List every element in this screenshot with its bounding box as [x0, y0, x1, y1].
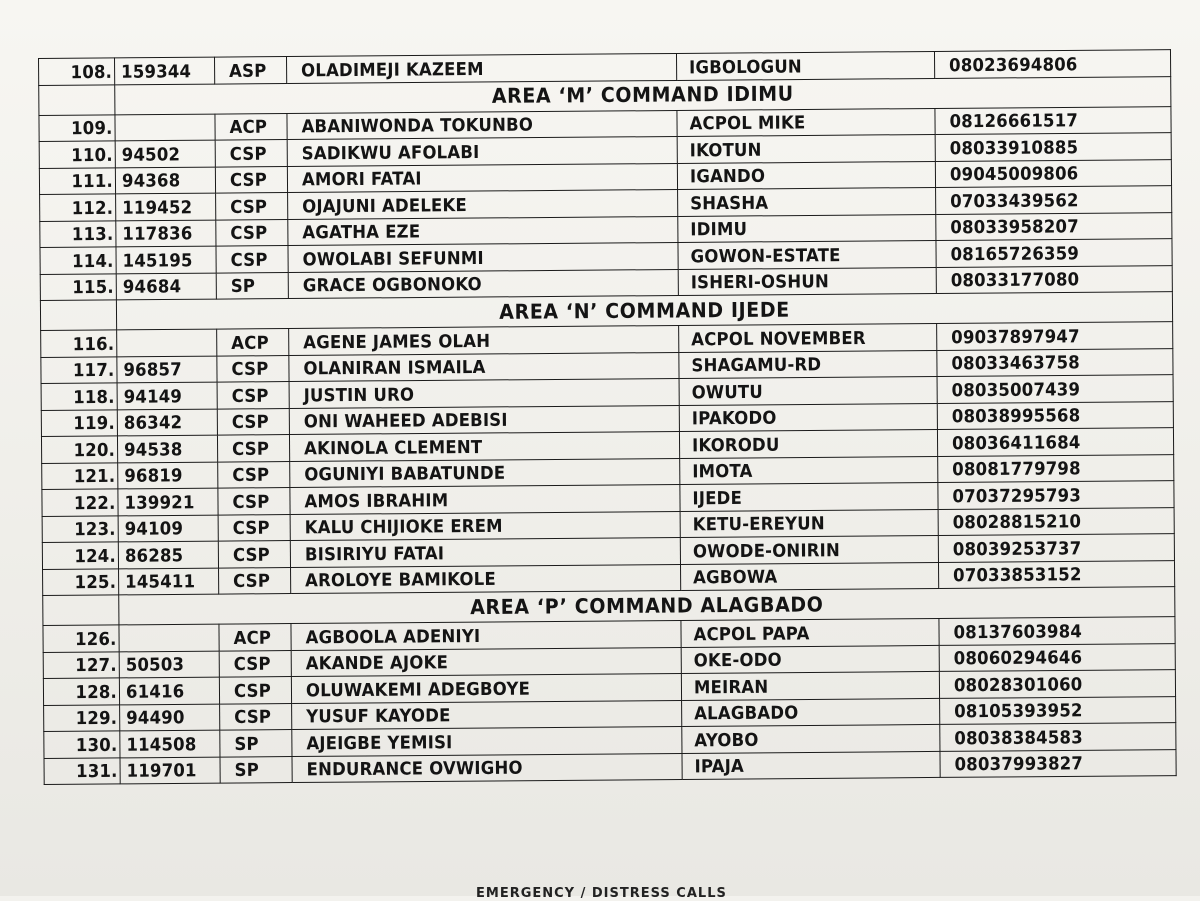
service-number-cell: 61416: [119, 676, 219, 705]
rank-cell: CSP: [217, 433, 289, 462]
phone-number-cell: 09045009806: [935, 158, 1171, 188]
phone-number-cell: 08036411684: [937, 427, 1173, 457]
rank-cell: CSP: [215, 138, 287, 167]
phone-number-cell: 08038384583: [940, 722, 1176, 752]
officer-name-cell: AROLOYE BAMIKOLE: [290, 563, 680, 595]
location-cell: IKORODU: [679, 428, 937, 459]
rank-cell: CSP: [217, 407, 289, 436]
officer-name-cell: AKINOLA CLEMENT: [289, 430, 679, 462]
phone-number-cell: 08033463758: [937, 347, 1173, 377]
officer-name-cell: JUSTIN URO: [289, 377, 679, 409]
officer-name-cell: AMOS IBRAHIM: [290, 483, 680, 515]
serial-number-cell: 122.: [42, 488, 118, 517]
serial-number-cell: 118.: [41, 382, 117, 411]
section-heading: AREA ‘N’ COMMAND IJEDE: [116, 290, 1172, 331]
rank-cell: SP: [220, 728, 292, 757]
rank-cell: SP: [216, 271, 288, 300]
footer-caption: EMERGENCY / DISTRESS CALLS: [476, 886, 727, 901]
serial-number-cell: 121.: [42, 461, 118, 490]
phone-number-cell: 08137603984: [939, 616, 1175, 646]
serial-number-cell: 124.: [42, 541, 118, 570]
service-number-cell: [119, 623, 219, 652]
phone-number-cell: 07037295793: [938, 480, 1174, 510]
serial-number-cell: 114.: [40, 246, 116, 275]
officer-name-cell: GRACE OGBONOKO: [288, 268, 678, 300]
serial-number-cell: 116.: [41, 329, 117, 358]
location-cell: MEIRAN: [681, 670, 939, 701]
serial-number-cell: 109.: [39, 113, 115, 142]
location-cell: ISHERI-OSHUN: [678, 266, 936, 297]
service-number-cell: 94538: [117, 434, 217, 463]
officer-name-cell: AMORI FATAI: [287, 162, 677, 194]
rank-cell: CSP: [218, 566, 290, 595]
phone-number-cell: 08033910885: [935, 132, 1171, 162]
location-cell: OWODE-ONIRIN: [680, 534, 938, 565]
serial-number-cell: 123.: [42, 514, 118, 543]
serial-number-cell: 125.: [43, 567, 119, 596]
serial-number-cell: 130.: [44, 730, 120, 759]
officer-name-cell: SADIKWU AFOLABI: [287, 135, 677, 167]
officer-name-cell: OJAJUNI ADELEKE: [288, 188, 678, 220]
phone-number-cell: 07033853152: [938, 559, 1174, 589]
phone-number-cell: 08126661517: [935, 105, 1171, 135]
heading-spacer-cell: [39, 83, 115, 116]
serial-number-cell: 113.: [40, 219, 116, 248]
location-cell: AYOBO: [682, 723, 940, 754]
rank-cell: CSP: [216, 191, 288, 220]
rank-cell: ASP: [214, 55, 286, 84]
location-cell: IPAJA: [682, 750, 940, 781]
rank-cell: CSP: [216, 244, 288, 273]
rank-cell: CSP: [216, 218, 288, 247]
rank-cell: CSP: [219, 675, 291, 704]
location-cell: SHAGAMU-RD: [679, 349, 937, 380]
officer-name-cell: BISIRIYU FATAI: [290, 536, 680, 568]
phone-number-cell: 08037993827: [940, 748, 1176, 778]
serial-number-cell: 108.: [38, 57, 114, 86]
officer-name-cell: AGENE JAMES OLAH: [289, 324, 679, 356]
serial-number-cell: 112.: [40, 193, 116, 222]
service-number-cell: 94149: [117, 381, 217, 410]
serial-number-cell: 120.: [41, 435, 117, 464]
service-number-cell: 145195: [116, 245, 216, 274]
rank-cell: CSP: [218, 460, 290, 489]
service-number-cell: 94490: [120, 703, 220, 732]
rank-cell: ACP: [219, 622, 291, 651]
location-cell: IGANDO: [677, 160, 935, 191]
rank-cell: CSP: [218, 539, 290, 568]
rank-cell: CSP: [218, 486, 290, 515]
officer-name-cell: OWOLABI SEFUNMI: [288, 241, 678, 273]
serial-number-cell: 110.: [39, 140, 115, 169]
location-cell: KETU-EREYUN: [680, 508, 938, 539]
location-cell: OKE-ODO: [681, 644, 939, 675]
rank-cell: CSP: [220, 702, 292, 731]
location-cell: ACPOL NOVEMBER: [679, 322, 937, 353]
service-number-cell: 114508: [120, 729, 220, 758]
serial-number-cell: 129.: [44, 703, 120, 732]
location-cell: SHASHA: [678, 186, 936, 217]
phone-number-cell: 08060294646: [939, 642, 1175, 672]
service-number-cell: 119452: [116, 192, 216, 221]
officer-name-cell: OLANIRAN ISMAILA: [289, 351, 679, 383]
officer-name-cell: AGBOOLA ADENIYI: [291, 619, 681, 651]
heading-spacer-cell: [43, 594, 119, 627]
officer-name-cell: ENDURANCE OVWIGHO: [292, 752, 682, 784]
officer-name-cell: ABANIWONDA TOKUNBO: [287, 109, 677, 141]
officer-name-cell: KALU CHIJIOKE EREM: [290, 510, 680, 542]
rank-cell: CSP: [217, 380, 289, 409]
serial-number-cell: 111.: [39, 166, 115, 195]
phone-number-cell: 08028301060: [939, 669, 1175, 699]
phone-number-cell: 08165726359: [936, 238, 1172, 268]
serial-number-cell: 131.: [44, 756, 120, 785]
location-cell: GOWON-ESTATE: [678, 239, 936, 270]
rank-cell: CSP: [215, 165, 287, 194]
phone-number-cell: 08023694806: [934, 49, 1170, 79]
rank-cell: ACP: [215, 112, 287, 141]
phone-number-cell: 08033177080: [936, 264, 1172, 294]
officer-name-cell: OGUNIYI BABATUNDE: [290, 457, 680, 489]
service-number-cell: 145411: [119, 567, 219, 596]
officer-name-cell: AJEIGBE YEMISI: [292, 725, 682, 757]
rank-cell: CSP: [217, 354, 289, 383]
phone-number-cell: 07033439562: [936, 185, 1172, 215]
service-number-cell: 94109: [118, 514, 218, 543]
service-number-cell: 159344: [114, 56, 214, 85]
rank-cell: ACP: [217, 327, 289, 356]
phone-number-cell: 08039253737: [938, 533, 1174, 563]
service-number-cell: 96819: [118, 461, 218, 490]
phone-number-cell: 08081779798: [938, 453, 1174, 483]
service-number-cell: 50503: [119, 650, 219, 679]
location-cell: ACPOL MIKE: [677, 107, 935, 138]
service-number-cell: 96857: [117, 355, 217, 384]
location-cell: AGBOWA: [680, 561, 938, 592]
location-cell: IKOTUN: [677, 133, 935, 164]
officer-name-cell: AKANDE AJOKE: [291, 646, 681, 678]
location-cell: IJEDE: [680, 481, 938, 512]
phone-number-cell: 08028815210: [938, 506, 1174, 536]
officer-name-cell: ONI WAHEED ADEBISI: [289, 404, 679, 436]
location-cell: IGBOLOGUN: [676, 50, 934, 81]
phone-number-cell: 08038995568: [937, 400, 1173, 430]
phone-number-cell: 08035007439: [937, 374, 1173, 404]
roster-body: [39, 50, 1177, 785]
serial-number-cell: 117.: [41, 355, 117, 384]
rank-cell: CSP: [219, 649, 291, 678]
service-number-cell: [115, 113, 215, 142]
section-heading: AREA ‘M’ COMMAND IDIMU: [115, 75, 1171, 116]
service-number-cell: 94684: [116, 272, 216, 301]
serial-number-cell: 126.: [43, 624, 119, 653]
service-number-cell: 139921: [118, 487, 218, 516]
location-cell: OWUTU: [679, 375, 937, 406]
location-cell: ACPOL PAPA: [681, 617, 939, 648]
serial-number-cell: 127.: [43, 650, 119, 679]
officer-name-cell: AGATHA EZE: [288, 215, 678, 247]
service-number-cell: 86285: [118, 540, 218, 569]
serial-number-cell: 119.: [41, 408, 117, 437]
roster-table-wrapper: [38, 49, 1176, 785]
phone-number-cell: 09037897947: [937, 321, 1173, 351]
service-number-cell: 94368: [115, 166, 215, 195]
service-number-cell: 86342: [117, 408, 217, 437]
serial-number-cell: 115.: [40, 272, 116, 301]
location-cell: IMOTA: [680, 455, 938, 486]
officer-name-cell: OLADIMEJI KAZEEM: [286, 52, 676, 84]
officer-roster-table: [38, 49, 1177, 785]
service-number-cell: [117, 328, 217, 357]
service-number-cell: 119701: [120, 756, 220, 785]
phone-number-cell: 08033958207: [936, 211, 1172, 241]
location-cell: IDIMU: [678, 213, 936, 244]
location-cell: ALAGBADO: [682, 697, 940, 728]
officer-name-cell: OLUWAKEMI ADEGBOYE: [291, 672, 681, 704]
service-number-cell: 117836: [116, 219, 216, 248]
section-heading: AREA ‘P’ COMMAND ALAGBADO: [119, 585, 1175, 626]
rank-cell: SP: [220, 755, 292, 784]
rank-cell: CSP: [218, 513, 290, 542]
phone-number-cell: 08105393952: [940, 695, 1176, 725]
serial-number-cell: 128.: [43, 677, 119, 706]
heading-spacer-cell: [40, 299, 116, 332]
location-cell: IPAKODO: [679, 402, 937, 433]
service-number-cell: 94502: [115, 139, 215, 168]
officer-name-cell: YUSUF KAYODE: [292, 699, 682, 731]
